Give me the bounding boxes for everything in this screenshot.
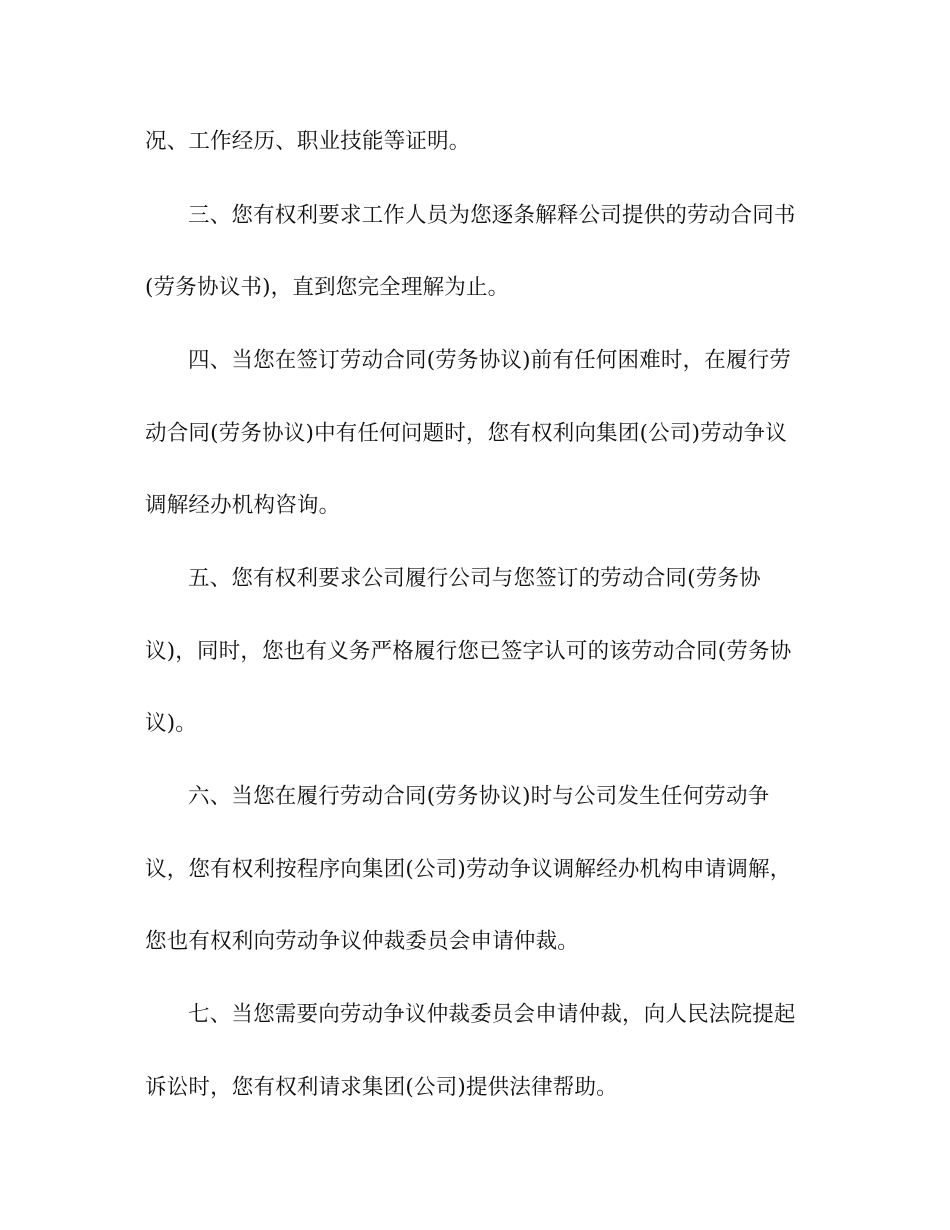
text-line: 议)。	[145, 711, 197, 736]
text-line: 您也有权利向劳动争议仲裁委员会申请仲裁。	[145, 929, 580, 954]
text-line: 议)，同时，您也有义务严格履行您已签字认可的该劳动合同(劳务协	[145, 639, 792, 664]
text-line: 五、您有权利要求公司履行公司与您签订的劳动合同(劳务协	[188, 566, 761, 591]
text-line: 四、当您在签订劳动合同(劳务协议)前有任何困难时，在履行劳	[188, 348, 792, 373]
text-line: 诉讼时，您有权利请求集团(公司)提供法律帮助。	[145, 1075, 618, 1100]
text-line: 况、工作经历、职业技能等证明。	[145, 129, 471, 154]
text-line: 三、您有权利要求工作人员为您逐条解释公司提供的劳动合同书	[188, 203, 796, 228]
text-line: 议，您有权利按程序向集团(公司)劳动争议调解经办机构申请调解，	[145, 857, 792, 882]
text-line: (劳务协议书)，直到您完全理解为止。	[145, 275, 510, 300]
text-line: 调解经办机构咨询。	[145, 493, 341, 518]
text-line: 六、当您在履行劳动合同(劳务协议)时与公司发生任何劳动争	[188, 784, 770, 809]
text-line: 动合同(劳务协议)中有任何问题时，您有权利向集团(公司)劳动争议	[145, 421, 787, 446]
text-line: 七、当您需要向劳动争议仲裁委员会申请仲裁，向人民法院提起	[188, 1002, 796, 1027]
